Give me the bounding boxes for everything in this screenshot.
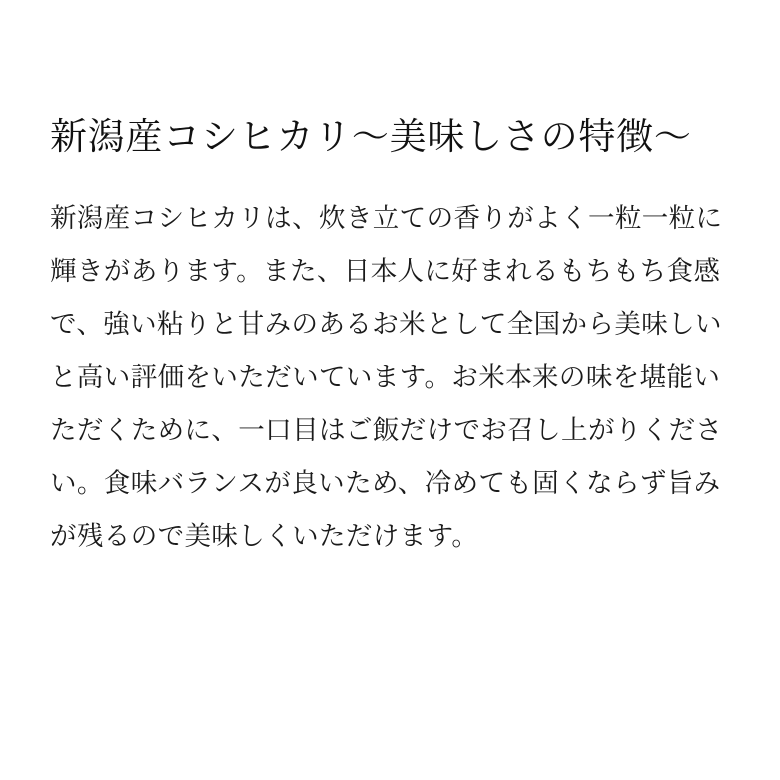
body-paragraph: 新潟産コシヒカリは、炊き立ての香りがよく一粒一粒に輝きがあります。また、日本人に好まれるもちもち食感で、強い粘りと甘みのあるお米として全国から美味しいと高い評価をいただいています。お米本来の味を堪能いただくために、一口目はご飯だけでお召し上がりください。食味バランスが良いため、冷めても固くならず旨みが残るので美味しくいただけます。 [50, 202, 723, 552]
page-title: 新潟産コシヒカリ〜美味しさの特徴〜 [50, 115, 692, 158]
